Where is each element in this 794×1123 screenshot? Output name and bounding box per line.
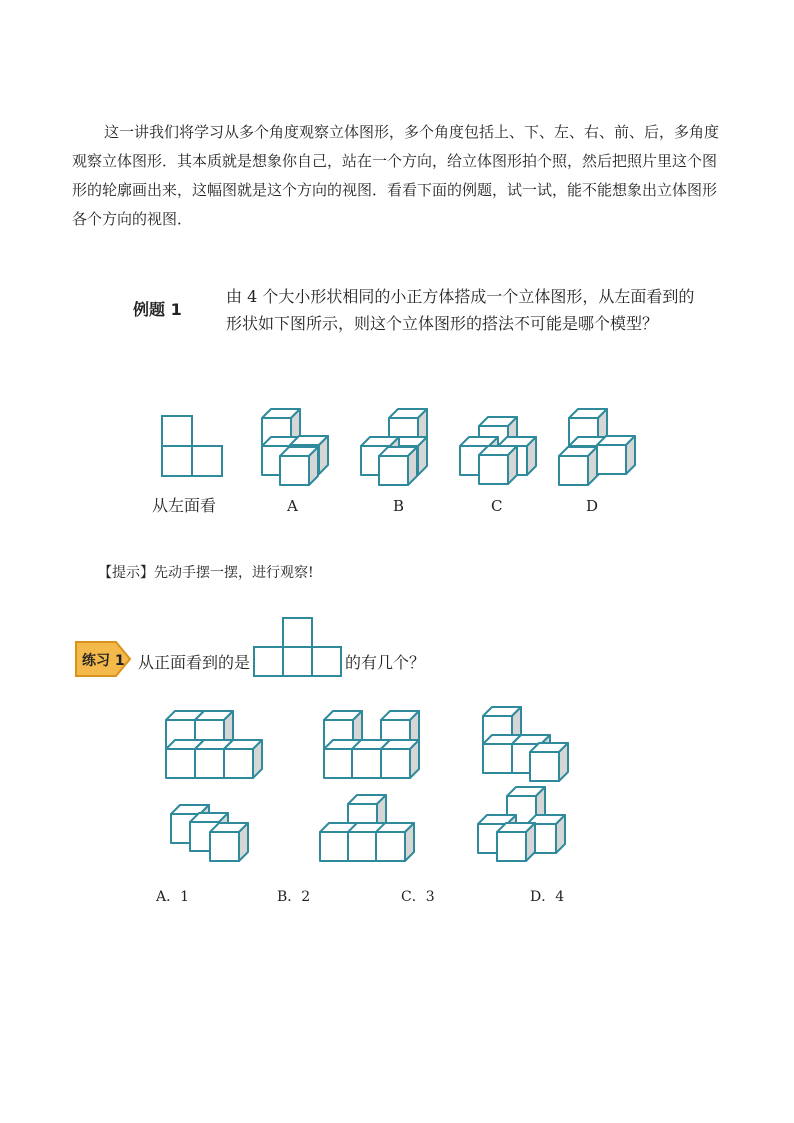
cube xyxy=(381,740,419,778)
intro-paragraph: 这一讲我们将学习从多个角度观察立体图形，多个角度包括上、下、左、右、前、后，多角度观察立体图形．其本质就是想象你自己，站在一个方向，给立体图形拍个照，然后把照片里这个图形的轮廓画出来，这幅图就是这个方向的视图．看看下面的例题，试一试，能不能想象出立体图形各个方向的视图． xyxy=(72,123,720,228)
cube xyxy=(224,740,262,778)
practice-model-4 xyxy=(171,805,248,861)
left-view-figure xyxy=(162,416,222,476)
hint-text: 【提示】先动手摆一摆，进行观察! xyxy=(98,565,314,581)
practice-badge-label: 练习 1 xyxy=(82,653,125,669)
answer-d: D．4 xyxy=(530,889,565,905)
front-view-figure xyxy=(254,618,341,676)
cube xyxy=(497,823,535,861)
view-square xyxy=(192,446,222,476)
answer-c: C．3 xyxy=(401,889,435,905)
cube xyxy=(210,823,248,861)
left-view-caption: 从左面看 xyxy=(152,496,217,515)
option-c-label: C xyxy=(491,497,503,515)
model-c xyxy=(460,417,536,484)
cube xyxy=(597,436,635,474)
model-a xyxy=(262,409,328,485)
answer-a: A．1 xyxy=(156,889,190,905)
answer-b: B．2 xyxy=(277,889,311,905)
view-square xyxy=(312,647,341,676)
practice-model-3 xyxy=(483,707,568,781)
model-b xyxy=(361,409,427,485)
practice-model-2 xyxy=(324,711,419,778)
option-a-label: A xyxy=(287,497,298,515)
view-square xyxy=(162,416,192,446)
view-square xyxy=(162,446,192,476)
cube xyxy=(530,743,568,781)
view-square xyxy=(254,647,283,676)
option-b-label: B xyxy=(393,497,405,515)
option-d-label: D xyxy=(586,497,599,515)
view-square xyxy=(283,618,312,647)
cube xyxy=(379,447,417,485)
example-question: 由 4 个大小形状相同的小正方体搭成一个立体图形，从左面看到的形状如下图所示，则这个立体图形的搭法不可能是哪个模型？ xyxy=(226,287,695,333)
view-square xyxy=(283,647,312,676)
practice-model-5 xyxy=(320,795,414,861)
cube xyxy=(479,446,517,484)
practice-question-suffix: 的有几个？ xyxy=(345,653,426,672)
practice-model-1 xyxy=(166,711,262,778)
cube xyxy=(559,447,597,485)
model-d xyxy=(559,409,635,485)
example-label: 例题 1 xyxy=(133,300,182,319)
cube xyxy=(280,447,318,485)
practice-model-6 xyxy=(478,787,565,861)
cube xyxy=(376,823,414,861)
practice-question-prefix: 从正面看到的是 xyxy=(138,653,251,672)
